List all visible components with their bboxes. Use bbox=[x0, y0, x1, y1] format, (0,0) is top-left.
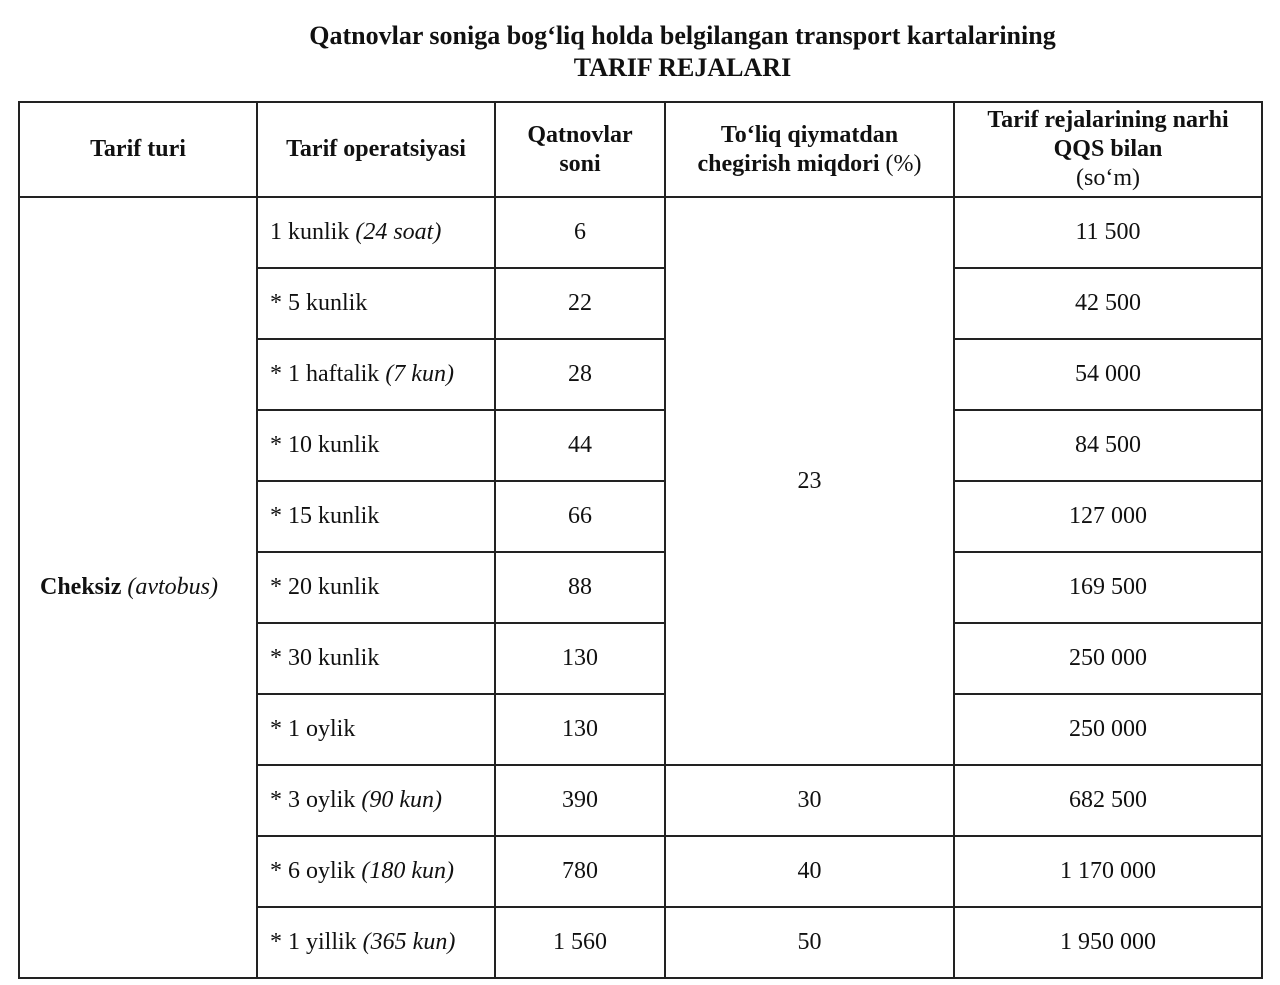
trips-cell: 22 bbox=[495, 268, 665, 339]
price-cell: 84 500 bbox=[954, 410, 1262, 481]
header-discount bbox=[665, 102, 954, 197]
price-cell: 169 500 bbox=[954, 552, 1262, 623]
operation-label: * 1 haftalik bbox=[270, 361, 380, 387]
operation-cell bbox=[257, 836, 495, 907]
trips-cell: 6 bbox=[495, 197, 665, 268]
operation-cell bbox=[257, 197, 495, 268]
operation-cell bbox=[257, 339, 495, 410]
table-row bbox=[19, 197, 1262, 268]
operation-note: (24 soat) bbox=[355, 219, 442, 245]
operation-label: 1 kunlik bbox=[270, 219, 350, 245]
operation-note: (180 kun) bbox=[361, 858, 454, 884]
header-discount-line1: To‘liq qiymatdan bbox=[720, 121, 899, 148]
document-title bbox=[0, 20, 1280, 84]
trips-cell: 130 bbox=[495, 623, 665, 694]
price-cell: 1 950 000 bbox=[954, 907, 1262, 978]
header-trips bbox=[495, 102, 665, 197]
operation-cell bbox=[257, 694, 495, 765]
price-cell: 1 170 000 bbox=[954, 836, 1262, 907]
header-tariff-operation: Tarif operatsiyasi bbox=[257, 102, 495, 197]
operation-label: * 6 oylik bbox=[270, 858, 356, 884]
header-trips-line1: Qatnovlar bbox=[527, 121, 633, 148]
header-price bbox=[954, 102, 1262, 197]
header-price-line1: Tarif rejalarining narhi bbox=[987, 107, 1229, 133]
price-cell: 42 500 bbox=[954, 268, 1262, 339]
price-cell: 682 500 bbox=[954, 765, 1262, 836]
operation-note: (365 kun) bbox=[362, 929, 456, 955]
operation-label: * 10 kunlik bbox=[270, 432, 380, 458]
operation-cell bbox=[257, 481, 495, 552]
title-line-2: TARIF REJALARI bbox=[573, 53, 792, 82]
price-cell: 11 500 bbox=[954, 197, 1262, 268]
header-discount-line2-wrap bbox=[666, 150, 953, 179]
tariff-type-note: (avtobus) bbox=[127, 574, 218, 600]
title-line-1: Qatnovlar soniga bogʻliq holda belgilangan transport kartalarining bbox=[309, 21, 1056, 50]
discount-cell: 30 bbox=[665, 765, 954, 836]
operation-note: (7 kun) bbox=[385, 361, 454, 387]
operation-cell bbox=[257, 765, 495, 836]
table-header-row bbox=[19, 102, 1262, 197]
discount-cell: 23 bbox=[665, 197, 954, 765]
operation-label: * 3 oylik bbox=[270, 787, 356, 813]
operation-label: * 15 kunlik bbox=[270, 503, 380, 529]
header-discount-unit: (%) bbox=[885, 150, 922, 177]
price-cell: 54 000 bbox=[954, 339, 1262, 410]
price-cell: 250 000 bbox=[954, 623, 1262, 694]
trips-cell: 44 bbox=[495, 410, 665, 481]
trips-cell: 130 bbox=[495, 694, 665, 765]
discount-cell: 50 bbox=[665, 907, 954, 978]
operation-label: * 5 kunlik bbox=[270, 290, 368, 316]
price-cell: 127 000 bbox=[954, 481, 1262, 552]
header-price-unit: (so‘m) bbox=[1076, 165, 1140, 191]
price-cell: 250 000 bbox=[954, 694, 1262, 765]
operation-note: (90 kun) bbox=[361, 787, 442, 813]
operation-label: * 1 oylik bbox=[270, 716, 356, 742]
operation-cell bbox=[257, 410, 495, 481]
header-trips-line2: soni bbox=[559, 150, 601, 177]
trips-cell: 66 bbox=[495, 481, 665, 552]
operation-cell bbox=[257, 268, 495, 339]
operation-label: * 20 kunlik bbox=[270, 574, 380, 600]
trips-cell: 28 bbox=[495, 339, 665, 410]
discount-cell: 40 bbox=[665, 836, 954, 907]
operation-label: * 1 yillik bbox=[270, 929, 357, 955]
operation-label: * 30 kunlik bbox=[270, 645, 380, 671]
trips-cell: 1 560 bbox=[495, 907, 665, 978]
table-body bbox=[19, 197, 1262, 978]
trips-cell: 88 bbox=[495, 552, 665, 623]
header-discount-line2: chegirish miqdori bbox=[697, 150, 880, 177]
trips-cell: 780 bbox=[495, 836, 665, 907]
tariff-type-cell bbox=[19, 197, 257, 978]
operation-cell bbox=[257, 907, 495, 978]
trips-cell: 390 bbox=[495, 765, 665, 836]
operation-cell bbox=[257, 623, 495, 694]
tariff-type-name: Cheksiz bbox=[40, 574, 122, 600]
header-tariff-type: Tarif turi bbox=[19, 102, 257, 197]
tariff-table bbox=[18, 101, 1263, 979]
header-price-line2: QQS bilan bbox=[1053, 136, 1163, 162]
operation-cell bbox=[257, 552, 495, 623]
